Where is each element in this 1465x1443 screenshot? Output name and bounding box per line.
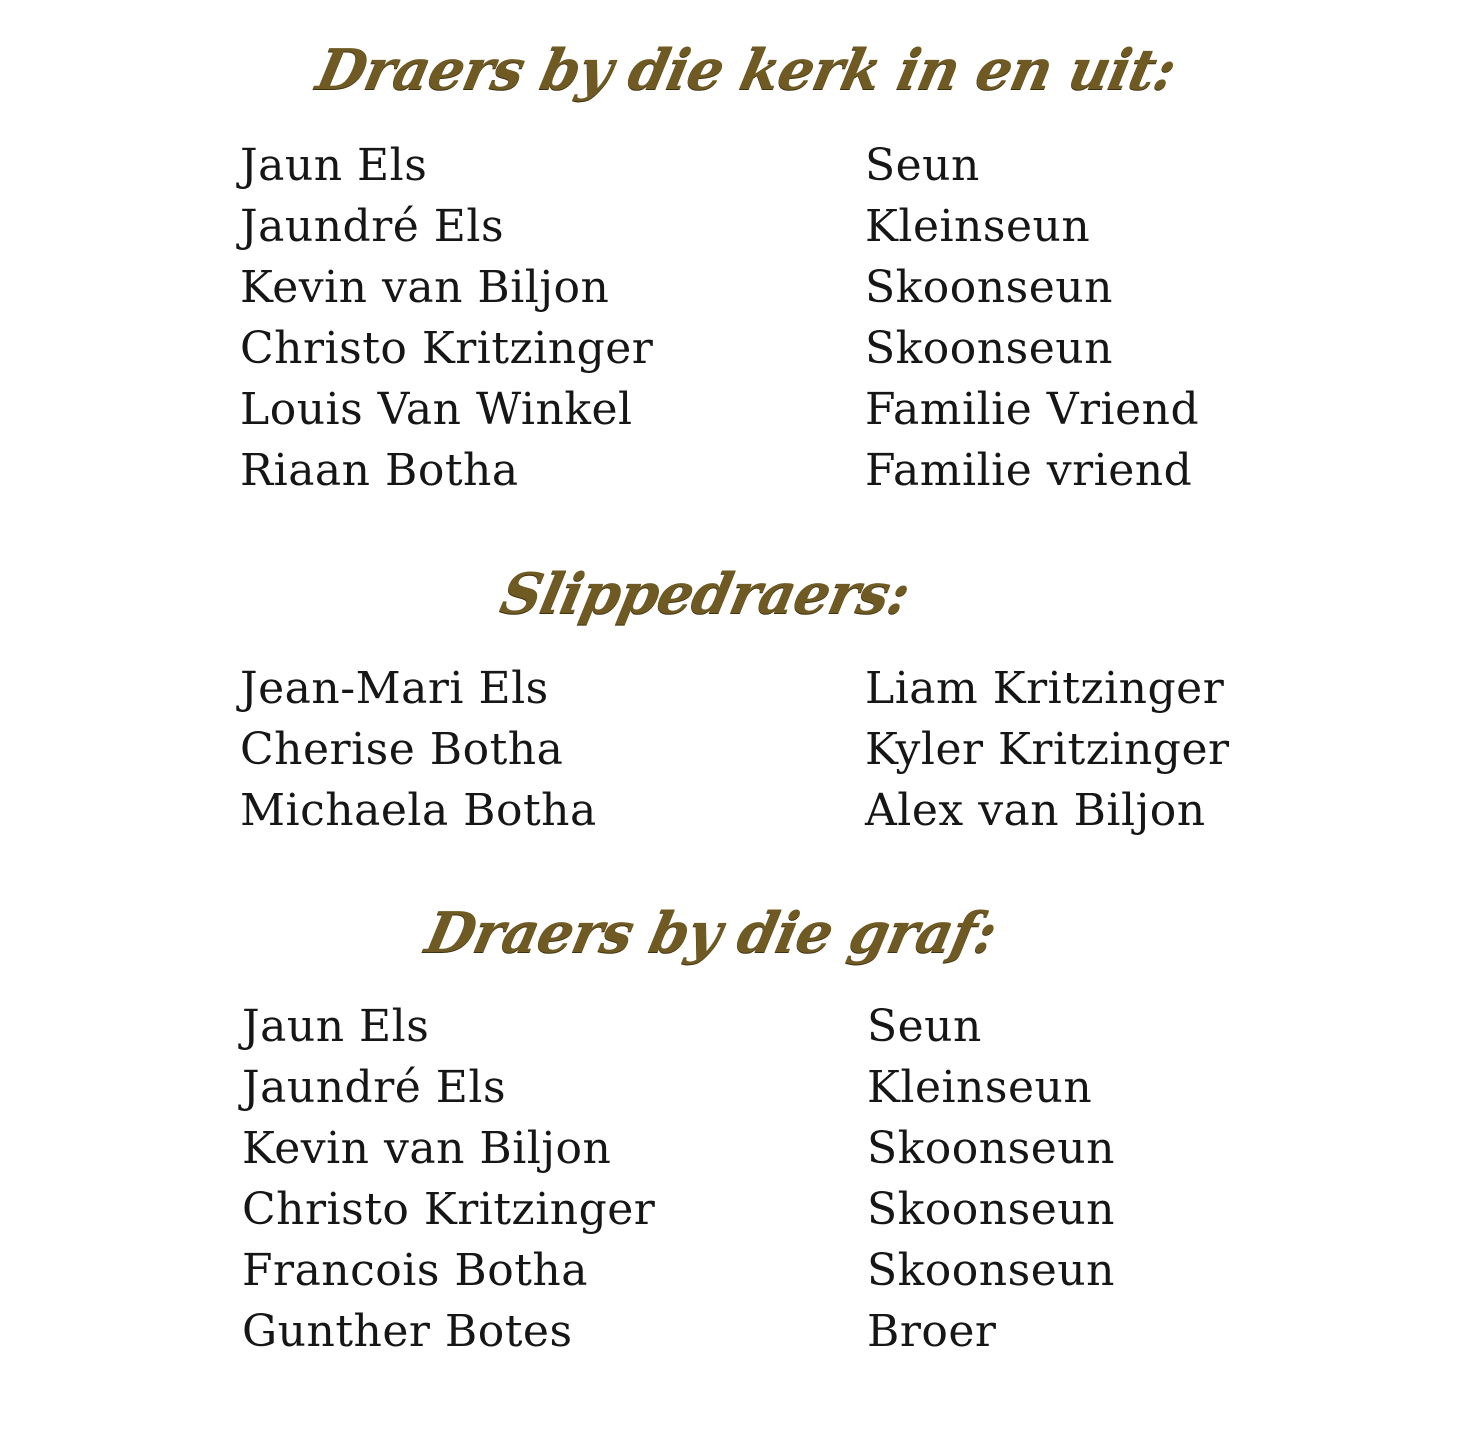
bearer-relation: Skoonseun xyxy=(865,262,1113,313)
bearer-name: Jaundré Els xyxy=(240,201,505,252)
pall-bearer-name: Liam Kritzinger xyxy=(865,663,1225,714)
table-row xyxy=(0,719,1465,780)
table-row xyxy=(0,1301,1465,1362)
bearer-name: Kevin van Biljon xyxy=(242,1123,612,1174)
section-heading-grave-bearers: Draers by die graf: xyxy=(419,900,1002,966)
table-row xyxy=(0,135,1465,196)
bearer-relation: Skoonseun xyxy=(865,323,1113,374)
bearer-name: Louis Van Winkel xyxy=(240,384,633,435)
table-row xyxy=(0,1240,1465,1301)
bearer-name: Christo Kritzinger xyxy=(242,1184,656,1235)
pall-bearer-name: Michaela Botha xyxy=(240,785,597,836)
bearer-relation: Skoonseun xyxy=(867,1184,1115,1235)
pall-bearer-name: Alex van Biljon xyxy=(865,785,1206,836)
bearer-relation: Familie vriend xyxy=(865,445,1193,496)
section-heading-church-bearers: Draers by die kerk in en uit: xyxy=(310,37,1182,103)
bearer-name: Jaun Els xyxy=(240,140,428,191)
table-row xyxy=(0,379,1465,440)
church-bearers-list xyxy=(0,135,1465,501)
bearer-relation: Kleinseun xyxy=(867,1062,1093,1113)
bearer-relation: Seun xyxy=(867,1001,982,1052)
pall-bearer-name: Jean-Mari Els xyxy=(240,663,549,714)
bearer-relation: Broer xyxy=(867,1306,997,1357)
bearer-name: Christo Kritzinger xyxy=(240,323,654,374)
bearer-name: Jaun Els xyxy=(242,1001,430,1052)
table-row xyxy=(0,780,1465,841)
table-row xyxy=(0,1179,1465,1240)
pall-bearers-list xyxy=(0,658,1465,841)
pall-bearer-name: Cherise Botha xyxy=(240,724,564,775)
bearer-name: Gunther Botes xyxy=(242,1306,573,1357)
table-row xyxy=(0,196,1465,257)
bearer-name: Francois Botha xyxy=(242,1245,588,1296)
table-row xyxy=(0,318,1465,379)
bearer-relation: Skoonseun xyxy=(867,1123,1115,1174)
pall-bearer-name: Kyler Kritzinger xyxy=(865,724,1230,775)
bearer-relation: Kleinseun xyxy=(865,201,1091,252)
bearer-name: Jaundré Els xyxy=(242,1062,507,1113)
bearer-name: Kevin van Biljon xyxy=(240,262,610,313)
table-row xyxy=(0,440,1465,501)
bearer-name: Riaan Botha xyxy=(240,445,519,496)
bearer-relation: Skoonseun xyxy=(867,1245,1115,1296)
grave-bearers-list xyxy=(0,996,1465,1362)
section-heading-pall-bearers: Slippedraers: xyxy=(494,561,916,627)
table-row xyxy=(0,658,1465,719)
table-row xyxy=(0,1118,1465,1179)
table-row xyxy=(0,1057,1465,1118)
table-row xyxy=(0,996,1465,1057)
bearer-relation: Familie Vriend xyxy=(865,384,1200,435)
bearer-relation: Seun xyxy=(865,140,980,191)
table-row xyxy=(0,257,1465,318)
